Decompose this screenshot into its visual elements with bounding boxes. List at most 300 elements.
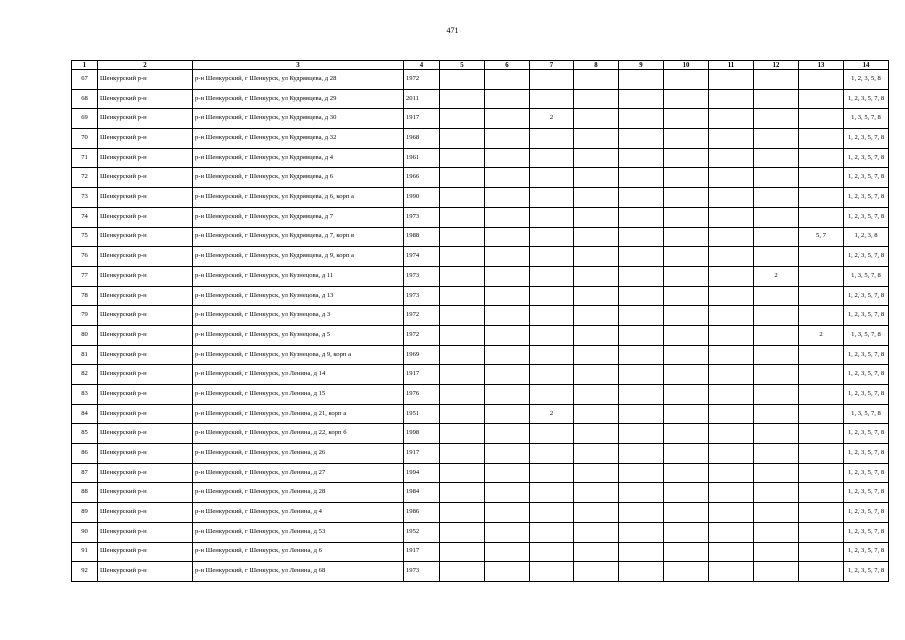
col10-cell <box>664 404 709 424</box>
col9-cell <box>619 444 664 464</box>
col7-cell <box>530 365 574 385</box>
col8-cell <box>574 404 619 424</box>
col6-cell <box>485 522 530 542</box>
col11-cell <box>709 266 754 286</box>
col6-cell <box>485 89 530 109</box>
col11-cell <box>709 207 754 227</box>
col14-cell: 1, 2, 3, 5, 7, 8 <box>844 444 889 464</box>
col10-cell <box>664 424 709 444</box>
row-number-cell: 75 <box>72 227 98 247</box>
address-cell: р-н Шенкурский, г Шенкурск, ул Кузнецова, д 13 <box>193 286 404 306</box>
col13-cell <box>799 266 844 286</box>
col7-cell <box>530 562 574 582</box>
district-cell: Шенкурский р-н <box>98 503 193 523</box>
col5-cell <box>440 89 485 109</box>
address-cell: р-н Шенкурский, г Шенкурск, ул Кудрявцева, д 30 <box>193 109 404 129</box>
year-cell: 1966 <box>404 168 440 188</box>
col7-cell <box>530 503 574 523</box>
year-cell: 1952 <box>404 522 440 542</box>
col6-cell <box>485 542 530 562</box>
col12-cell <box>754 483 799 503</box>
district-cell: Шенкурский р-н <box>98 129 193 149</box>
col5-cell <box>440 70 485 90</box>
col6-cell <box>485 188 530 208</box>
table-row <box>72 266 889 286</box>
col11-cell <box>709 542 754 562</box>
col9-cell <box>619 148 664 168</box>
col12-cell <box>754 365 799 385</box>
address-cell: р-н Шенкурский, г Шенкурск, ул Кудрявцева, д 7 <box>193 207 404 227</box>
col13-cell: 5, 7 <box>799 227 844 247</box>
year-cell: 1951 <box>404 404 440 424</box>
col13-cell <box>799 385 844 405</box>
col8-cell <box>574 89 619 109</box>
col14-cell: 1, 2, 3, 5, 7, 8 <box>844 345 889 365</box>
row-number-cell: 78 <box>72 286 98 306</box>
col14-cell: 1, 2, 3, 5, 7, 8 <box>844 503 889 523</box>
col7-cell <box>530 188 574 208</box>
col11-cell <box>709 385 754 405</box>
col5-cell <box>440 483 485 503</box>
col12-cell <box>754 148 799 168</box>
col10-cell <box>664 266 709 286</box>
col13-cell <box>799 463 844 483</box>
col12-cell <box>754 404 799 424</box>
col10-cell <box>664 247 709 267</box>
table-row <box>72 286 889 306</box>
district-cell: Шенкурский р-н <box>98 542 193 562</box>
table-row <box>72 345 889 365</box>
col6-cell <box>485 325 530 345</box>
col8-cell <box>574 168 619 188</box>
table-row <box>72 325 889 345</box>
district-cell: Шенкурский р-н <box>98 286 193 306</box>
col12-cell <box>754 385 799 405</box>
row-number-cell: 69 <box>72 109 98 129</box>
col7-cell <box>530 306 574 326</box>
col6-cell <box>485 306 530 326</box>
column-header-14: 14 <box>844 61 889 70</box>
row-number-cell: 86 <box>72 444 98 464</box>
table-row <box>72 385 889 405</box>
address-cell: р-н Шенкурский, г Шенкурск, ул Ленина, д 27 <box>193 463 404 483</box>
col7-cell <box>530 463 574 483</box>
housing-register-table <box>71 60 889 582</box>
col9-cell <box>619 365 664 385</box>
col14-cell: 1, 2, 3, 5, 7, 8 <box>844 168 889 188</box>
col5-cell <box>440 227 485 247</box>
col14-cell: 1, 3, 5, 7, 8 <box>844 325 889 345</box>
col9-cell <box>619 286 664 306</box>
col11-cell <box>709 148 754 168</box>
col13-cell <box>799 424 844 444</box>
column-header-7: 7 <box>530 61 574 70</box>
address-cell: р-н Шенкурский, г Шенкурск, ул Ленина, д 26 <box>193 444 404 464</box>
col5-cell <box>440 385 485 405</box>
col13-cell <box>799 345 844 365</box>
col8-cell <box>574 266 619 286</box>
col5-cell <box>440 266 485 286</box>
year-cell: 1973 <box>404 207 440 227</box>
col6-cell <box>485 148 530 168</box>
col7-cell <box>530 345 574 365</box>
col8-cell <box>574 247 619 267</box>
table-row <box>72 89 889 109</box>
col8-cell <box>574 109 619 129</box>
col12-cell <box>754 227 799 247</box>
row-number-cell: 91 <box>72 542 98 562</box>
col13-cell <box>799 483 844 503</box>
year-cell: 1973 <box>404 562 440 582</box>
row-number-cell: 80 <box>72 325 98 345</box>
col11-cell <box>709 306 754 326</box>
col14-cell: 1, 2, 3, 5, 7, 8 <box>844 542 889 562</box>
col11-cell <box>709 404 754 424</box>
col14-cell: 1, 2, 3, 5, 7, 8 <box>844 424 889 444</box>
year-cell: 1994 <box>404 463 440 483</box>
col8-cell <box>574 325 619 345</box>
col8-cell <box>574 444 619 464</box>
year-cell: 1961 <box>404 148 440 168</box>
district-cell: Шенкурский р-н <box>98 109 193 129</box>
col8-cell <box>574 286 619 306</box>
col14-cell: 1, 2, 3, 5, 7, 8 <box>844 207 889 227</box>
row-number-cell: 73 <box>72 188 98 208</box>
col10-cell <box>664 562 709 582</box>
address-cell: р-н Шенкурский, г Шенкурск, ул Кузнецова, д 11 <box>193 266 404 286</box>
col9-cell <box>619 247 664 267</box>
col11-cell <box>709 562 754 582</box>
col8-cell <box>574 129 619 149</box>
column-header-3: 3 <box>193 61 404 70</box>
col5-cell <box>440 168 485 188</box>
col9-cell <box>619 266 664 286</box>
col7-cell <box>530 70 574 90</box>
address-cell: р-н Шенкурский, г Шенкурск, ул Ленина, д 68 <box>193 562 404 582</box>
district-cell: Шенкурский р-н <box>98 89 193 109</box>
table-row <box>72 404 889 424</box>
col9-cell <box>619 227 664 247</box>
district-cell: Шенкурский р-н <box>98 266 193 286</box>
district-cell: Шенкурский р-н <box>98 70 193 90</box>
col9-cell <box>619 89 664 109</box>
col8-cell <box>574 207 619 227</box>
district-cell: Шенкурский р-н <box>98 148 193 168</box>
col9-cell <box>619 503 664 523</box>
table-row <box>72 109 889 129</box>
col9-cell <box>619 188 664 208</box>
col5-cell <box>440 542 485 562</box>
col9-cell <box>619 522 664 542</box>
col10-cell <box>664 483 709 503</box>
col11-cell <box>709 227 754 247</box>
col7-cell <box>530 444 574 464</box>
year-cell: 1976 <box>404 385 440 405</box>
col12-cell <box>754 424 799 444</box>
col5-cell <box>440 286 485 306</box>
header-row <box>72 61 889 70</box>
col7-cell <box>530 286 574 306</box>
table-row <box>72 463 889 483</box>
col13-cell <box>799 522 844 542</box>
col12-cell <box>754 522 799 542</box>
table-row <box>72 444 889 464</box>
col10-cell <box>664 168 709 188</box>
row-number-cell: 71 <box>72 148 98 168</box>
year-cell: 1986 <box>404 503 440 523</box>
col9-cell <box>619 463 664 483</box>
col9-cell <box>619 306 664 326</box>
column-header-8: 8 <box>574 61 619 70</box>
column-header-6: 6 <box>485 61 530 70</box>
col7-cell <box>530 168 574 188</box>
table-row <box>72 424 889 444</box>
table-row <box>72 70 889 90</box>
row-number-cell: 67 <box>72 70 98 90</box>
col8-cell <box>574 365 619 385</box>
col9-cell <box>619 129 664 149</box>
col14-cell: 1, 2, 3, 5, 7, 8 <box>844 562 889 582</box>
row-number-cell: 74 <box>72 207 98 227</box>
col9-cell <box>619 325 664 345</box>
col12-cell <box>754 325 799 345</box>
col7-cell <box>530 129 574 149</box>
col10-cell <box>664 89 709 109</box>
col9-cell <box>619 109 664 129</box>
col10-cell <box>664 70 709 90</box>
district-cell: Шенкурский р-н <box>98 483 193 503</box>
address-cell: р-н Шенкурский, г Шенкурск, ул Ленина, д 22, корп б <box>193 424 404 444</box>
col8-cell <box>574 385 619 405</box>
col9-cell <box>619 168 664 188</box>
col10-cell <box>664 109 709 129</box>
row-number-cell: 90 <box>72 522 98 542</box>
year-cell: 1973 <box>404 286 440 306</box>
table-row <box>72 522 889 542</box>
col5-cell <box>440 463 485 483</box>
col6-cell <box>485 385 530 405</box>
col7-cell <box>530 247 574 267</box>
year-cell: 1917 <box>404 542 440 562</box>
col13-cell <box>799 503 844 523</box>
col7-cell <box>530 483 574 503</box>
col8-cell <box>574 148 619 168</box>
col10-cell <box>664 325 709 345</box>
column-header-11: 11 <box>709 61 754 70</box>
table-body <box>72 70 889 582</box>
col7-cell <box>530 385 574 405</box>
col14-cell: 1, 3, 5, 7, 8 <box>844 404 889 424</box>
col5-cell <box>440 306 485 326</box>
col6-cell <box>485 109 530 129</box>
address-cell: р-н Шенкурский, г Шенкурск, ул Кузнецова, д 3 <box>193 306 404 326</box>
col12-cell <box>754 345 799 365</box>
col13-cell <box>799 148 844 168</box>
col11-cell <box>709 286 754 306</box>
col9-cell <box>619 207 664 227</box>
row-number-cell: 84 <box>72 404 98 424</box>
col6-cell <box>485 207 530 227</box>
col14-cell: 1, 2, 3, 5, 7, 8 <box>844 129 889 149</box>
col6-cell <box>485 227 530 247</box>
col5-cell <box>440 325 485 345</box>
col5-cell <box>440 503 485 523</box>
district-cell: Шенкурский р-н <box>98 444 193 464</box>
district-cell: Шенкурский р-н <box>98 365 193 385</box>
col6-cell <box>485 129 530 149</box>
district-cell: Шенкурский р-н <box>98 207 193 227</box>
col10-cell <box>664 542 709 562</box>
col11-cell <box>709 168 754 188</box>
address-cell: р-н Шенкурский, г Шенкурск, ул Кудрявцева, д 32 <box>193 129 404 149</box>
col11-cell <box>709 365 754 385</box>
table-row <box>72 207 889 227</box>
col11-cell <box>709 247 754 267</box>
col12-cell <box>754 542 799 562</box>
col10-cell <box>664 463 709 483</box>
col12-cell <box>754 89 799 109</box>
col8-cell <box>574 227 619 247</box>
col8-cell <box>574 188 619 208</box>
column-header-12: 12 <box>754 61 799 70</box>
col14-cell: 1, 2, 3, 5, 7, 8 <box>844 463 889 483</box>
address-cell: р-н Шенкурский, г Шенкурск, ул Кузнецова, д 5 <box>193 325 404 345</box>
address-cell: р-н Шенкурский, г Шенкурск, ул Кудрявцева, д 6 <box>193 168 404 188</box>
col5-cell <box>440 247 485 267</box>
col7-cell <box>530 325 574 345</box>
year-cell: 1984 <box>404 483 440 503</box>
year-cell: 1917 <box>404 444 440 464</box>
year-cell: 2011 <box>404 89 440 109</box>
col9-cell <box>619 385 664 405</box>
address-cell: р-н Шенкурский, г Шенкурск, ул Кудрявцева, д 4 <box>193 148 404 168</box>
district-cell: Шенкурский р-н <box>98 325 193 345</box>
row-number-cell: 85 <box>72 424 98 444</box>
col5-cell <box>440 365 485 385</box>
row-number-cell: 70 <box>72 129 98 149</box>
year-cell: 1972 <box>404 306 440 326</box>
col14-cell: 1, 2, 3, 5, 7, 8 <box>844 306 889 326</box>
col6-cell <box>485 70 530 90</box>
col11-cell <box>709 109 754 129</box>
table-row <box>72 129 889 149</box>
col11-cell <box>709 424 754 444</box>
col11-cell <box>709 129 754 149</box>
col9-cell <box>619 424 664 444</box>
col7-cell <box>530 542 574 562</box>
col12-cell <box>754 444 799 464</box>
col8-cell <box>574 424 619 444</box>
row-number-cell: 82 <box>72 365 98 385</box>
col7-cell: 2 <box>530 404 574 424</box>
col13-cell <box>799 89 844 109</box>
year-cell: 1917 <box>404 365 440 385</box>
col14-cell: 1, 2, 3, 5, 7, 8 <box>844 522 889 542</box>
column-header-1: 1 <box>72 61 98 70</box>
col5-cell <box>440 148 485 168</box>
col8-cell <box>574 70 619 90</box>
col10-cell <box>664 306 709 326</box>
year-cell: 1973 <box>404 266 440 286</box>
col7-cell <box>530 266 574 286</box>
col5-cell <box>440 207 485 227</box>
district-cell: Шенкурский р-н <box>98 463 193 483</box>
table-row <box>72 227 889 247</box>
col7-cell <box>530 148 574 168</box>
col8-cell <box>574 503 619 523</box>
table-row <box>72 483 889 503</box>
col13-cell <box>799 70 844 90</box>
col8-cell <box>574 542 619 562</box>
row-number-cell: 79 <box>72 306 98 326</box>
col13-cell <box>799 404 844 424</box>
col14-cell: 1, 2, 3, 5, 7, 8 <box>844 188 889 208</box>
col6-cell <box>485 266 530 286</box>
col13-cell <box>799 207 844 227</box>
col11-cell <box>709 463 754 483</box>
col14-cell: 1, 2, 3, 5, 7, 8 <box>844 286 889 306</box>
col9-cell <box>619 562 664 582</box>
table-row <box>72 503 889 523</box>
col13-cell <box>799 306 844 326</box>
col6-cell <box>485 345 530 365</box>
district-cell: Шенкурский р-н <box>98 227 193 247</box>
col12-cell <box>754 463 799 483</box>
col14-cell: 1, 2, 3, 5, 7, 8 <box>844 148 889 168</box>
col14-cell: 1, 2, 3, 5, 7, 8 <box>844 385 889 405</box>
year-cell: 1968 <box>404 129 440 149</box>
year-cell: 1974 <box>404 247 440 267</box>
col9-cell <box>619 70 664 90</box>
district-cell: Шенкурский р-н <box>98 345 193 365</box>
table-row <box>72 168 889 188</box>
col5-cell <box>440 444 485 464</box>
col11-cell <box>709 89 754 109</box>
col14-cell: 1, 2, 3, 5, 7, 8 <box>844 247 889 267</box>
col6-cell <box>485 404 530 424</box>
col8-cell <box>574 483 619 503</box>
address-cell: р-н Шенкурский, г Шенкурск, ул Ленина, д 21, корп а <box>193 404 404 424</box>
year-cell: 1972 <box>404 325 440 345</box>
col14-cell: 1, 2, 3, 5, 7, 8 <box>844 365 889 385</box>
district-cell: Шенкурский р-н <box>98 404 193 424</box>
year-cell: 1972 <box>404 70 440 90</box>
col8-cell <box>574 345 619 365</box>
row-number-cell: 77 <box>72 266 98 286</box>
col5-cell <box>440 522 485 542</box>
col12-cell <box>754 247 799 267</box>
col11-cell <box>709 503 754 523</box>
col6-cell <box>485 247 530 267</box>
col6-cell <box>485 424 530 444</box>
col11-cell <box>709 444 754 464</box>
district-cell: Шенкурский р-н <box>98 522 193 542</box>
row-number-cell: 81 <box>72 345 98 365</box>
col5-cell <box>440 129 485 149</box>
row-number-cell: 92 <box>72 562 98 582</box>
col6-cell <box>485 444 530 464</box>
col11-cell <box>709 325 754 345</box>
col11-cell <box>709 522 754 542</box>
col12-cell <box>754 286 799 306</box>
col12-cell <box>754 109 799 129</box>
address-cell: р-н Шенкурский, г Шенкурск, ул Ленина, д 4 <box>193 503 404 523</box>
table-row <box>72 148 889 168</box>
col10-cell <box>664 522 709 542</box>
column-header-2: 2 <box>98 61 193 70</box>
col10-cell <box>664 188 709 208</box>
col5-cell <box>440 424 485 444</box>
